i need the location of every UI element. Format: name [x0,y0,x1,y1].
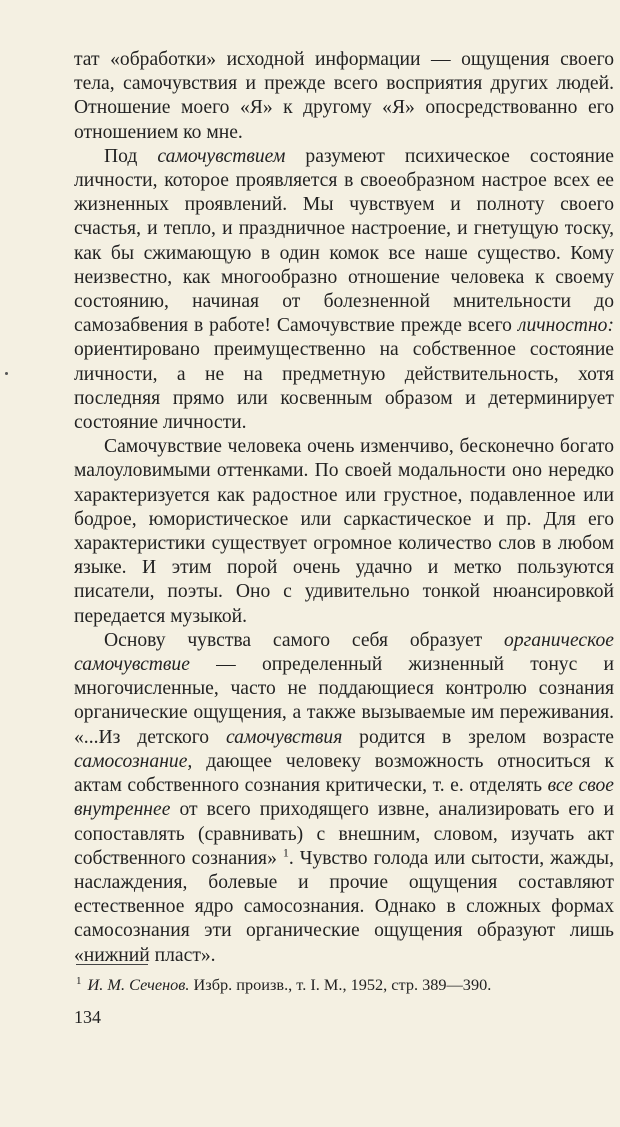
main-text [74,48,614,968]
page-number: 134 [74,1007,101,1027]
margin-mark [5,372,8,375]
text-run: Самочувствие человека очень изменчиво, бесконечно богато малоуловимыми оттенками. По своей модальности оно нередко характеризуется как радостное или грустное, подавленное или бодрое, юмористическое или саркастическое и пр. Для его характеристики существует огромное количество слов в любом языке. И этим порой очень удачно и метко пользуются писатели, поэты. Оно с удивительно тонкой нюансировкой передается музыкой. [74,436,614,627]
text-run: — определенный жизненный тонус и многочисленные, часто не поддающиеся контролю сознания органические ощущения, а также вызываемые им переживания. «...Из детского [74,654,614,748]
text-run: . Чувство голода или сытости, жажды, наслаждения, болевые и прочие ощущения составляют естественное ядро самосознания. Однако в сложных формах самосознания эти органические ощущения образуют лишь «нижний пласт». [74,847,614,966]
footnote-separator [76,964,148,965]
italic-term: самочувствием [157,145,286,167]
footnote-text: Избр. произв., т. I. М., 1952, стр. 389—390. [189,975,492,994]
text-run: Под [104,145,158,167]
italic-term: органическое самочувствие [74,629,614,676]
paragraph [74,435,614,629]
paragraph [74,48,614,145]
footnote-author: И. М. Сеченов. [87,975,190,994]
footnote [76,975,614,995]
footnote-ref: 1 [282,845,289,860]
text-run: разумеют психическое состояние личности, которое проявляется в своеобразном настрое всех ее жизненных проявлений. Мы чувствуем и полноту своего счастья, и тепло, и праздничное настроение, и гнетущую тоску, как бы сжимающую в один комок все наше существо. Кому неизвестно, как многообразно отношение человека к своему состоянию, начиная от болезненной мнительности до самозабвения в работе! Самочувствие прежде всего [74,145,614,337]
text-run: тат «обработки» исходной информации — ощущения своего тела, самочувствия и прежде всего восприятия других людей. Отношение моего «Я» к другому «Я» опосредствованно его отношением ко мне. [74,49,614,143]
text-run: ориентировано преимущественно на собственное состояние личности, а не на предметную действительность, хотя последняя прямо или косвенным образом и детерминирует состояние личности. [74,339,614,434]
text-run: Основу чувства самого себя образует [104,629,505,651]
italic-term: все свое внутреннее [74,775,614,821]
text-run: от всего приходящего извне, анализировать его и сопоставлять (сравнивать) с внешним, словом, изучать акт собственного сознания» [74,799,614,869]
text-run: родится в зрелом возрасте [342,726,614,748]
italic-term: самосознание, [74,750,193,772]
paragraph [74,629,614,968]
text-run: дающее человеку возможность относиться к актам собственного сознания критически, т. е. отделять [74,750,614,797]
paragraph [74,145,614,435]
italic-term: самочувствия [225,726,343,748]
footnote-mark: 1 [76,974,82,987]
italic-term: личностно: [517,315,614,337]
